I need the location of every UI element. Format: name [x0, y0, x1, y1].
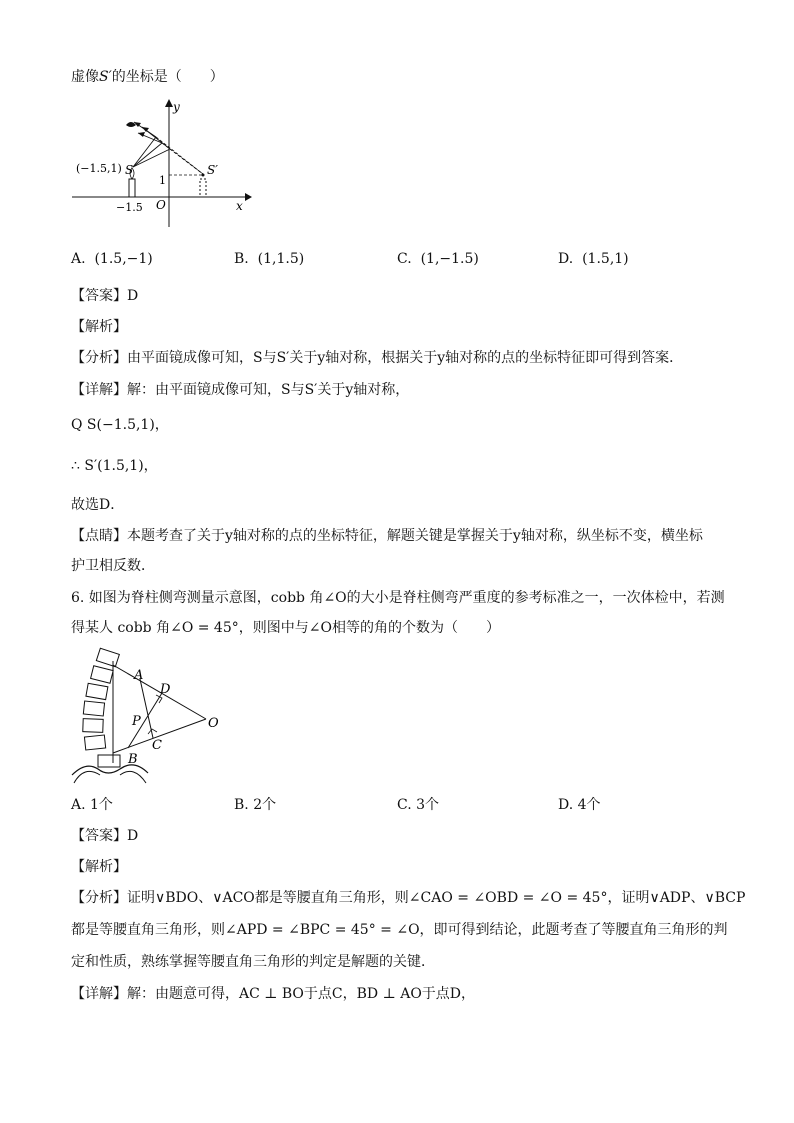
- q5-y-tick: 1: [159, 174, 166, 187]
- q5-point-coord: (−1.5,1): [76, 162, 122, 175]
- q6-stem-line1: 6. 如图为脊柱侧弯测量示意图，cobb 角∠O的大小是脊柱侧弯严重度的参考标准之一，一次体检中，若测: [71, 590, 725, 606]
- q5-option-d[interactable]: D. (1.5,1): [558, 251, 629, 267]
- q5-answer: 【答案】D: [71, 288, 139, 304]
- q5-x-label: x: [236, 199, 243, 213]
- q5-y-label: y: [173, 100, 180, 114]
- q6-label-p: P: [132, 714, 141, 729]
- q6-label-d: D: [160, 682, 171, 697]
- q6-answer: 【答案】D: [71, 828, 139, 844]
- q6-analysis-heading: 【解析】: [71, 859, 127, 875]
- q6-figure: [68, 643, 233, 788]
- q5-s-label: S: [125, 163, 134, 177]
- q6-fenxi-line1: 【分析】证明∨BDO、∨ACO都是等腰直角三角形，则∠CAO = ∠OBD = ∠O = 45°，证明∨ADP、∨BCP: [71, 890, 746, 906]
- q5-analysis-heading: 【解析】: [71, 319, 127, 335]
- q6-fenxi-line2: 都是等腰直角三角形，则∠APD = ∠BPC = 45° = ∠O，即可得到结论，此题考查了等腰直角三角形的判: [71, 922, 728, 938]
- q6-option-b[interactable]: B. 2个: [234, 797, 277, 813]
- q5-x-tick: −1.5: [116, 201, 143, 214]
- q6-option-c[interactable]: C. 3个: [397, 797, 440, 813]
- q6-label-o: O: [208, 716, 219, 731]
- q6-label-b: B: [128, 752, 138, 767]
- q5-option-c[interactable]: C. (1,−1.5): [397, 251, 479, 267]
- q5-fenxi: 【分析】由平面镜成像可知，S与S′关于y轴对称，根据关于y轴对称的点的坐标特征即可得到答案．: [71, 350, 684, 366]
- q6-option-a[interactable]: A. 1个: [71, 797, 113, 813]
- q6-label-a: A: [134, 668, 144, 683]
- q6-fenxi-line3: 定和性质，熟练掌握等腰直角三角形的判定是解题的关键．: [71, 954, 435, 970]
- q5-option-a[interactable]: A. (1.5,−1): [71, 251, 153, 267]
- q5-step2: ∴ S′(1.5,1)，: [71, 458, 158, 474]
- q5-figure: [70, 95, 255, 235]
- q5-s-prime-label: S′: [207, 163, 218, 177]
- q5-dianjing: 【点睛】本题考查了关于y轴对称的点的坐标特征，解题关键是掌握关于y轴对称，纵坐标不变，横坐标: [71, 528, 703, 544]
- q6-option-d[interactable]: D. 4个: [558, 797, 601, 813]
- q6-label-c: C: [152, 738, 162, 753]
- q5-dianjing-cont: 护卫相反数．: [71, 558, 155, 574]
- q5-origin-label: O: [156, 198, 166, 212]
- q6-stem-line2: 得某人 cobb 角∠O = 45°，则图中与∠O相等的角的个数为（ ）: [71, 620, 500, 636]
- q5-stem: 虚像S′的坐标是（ ）: [71, 69, 224, 85]
- q6-xiangjie: 【详解】解：由题意可得，AC ⊥ BO于点C，BD ⊥ AO于点D，: [71, 986, 476, 1002]
- q5-xiangjie: 【详解】解：由平面镜成像可知，S与S′关于y轴对称，: [71, 382, 410, 398]
- q5-step1: Q S(−1.5,1)，: [71, 417, 169, 433]
- q5-option-b[interactable]: B. (1,1.5): [234, 251, 305, 267]
- q5-choose: 故选D．: [71, 497, 125, 513]
